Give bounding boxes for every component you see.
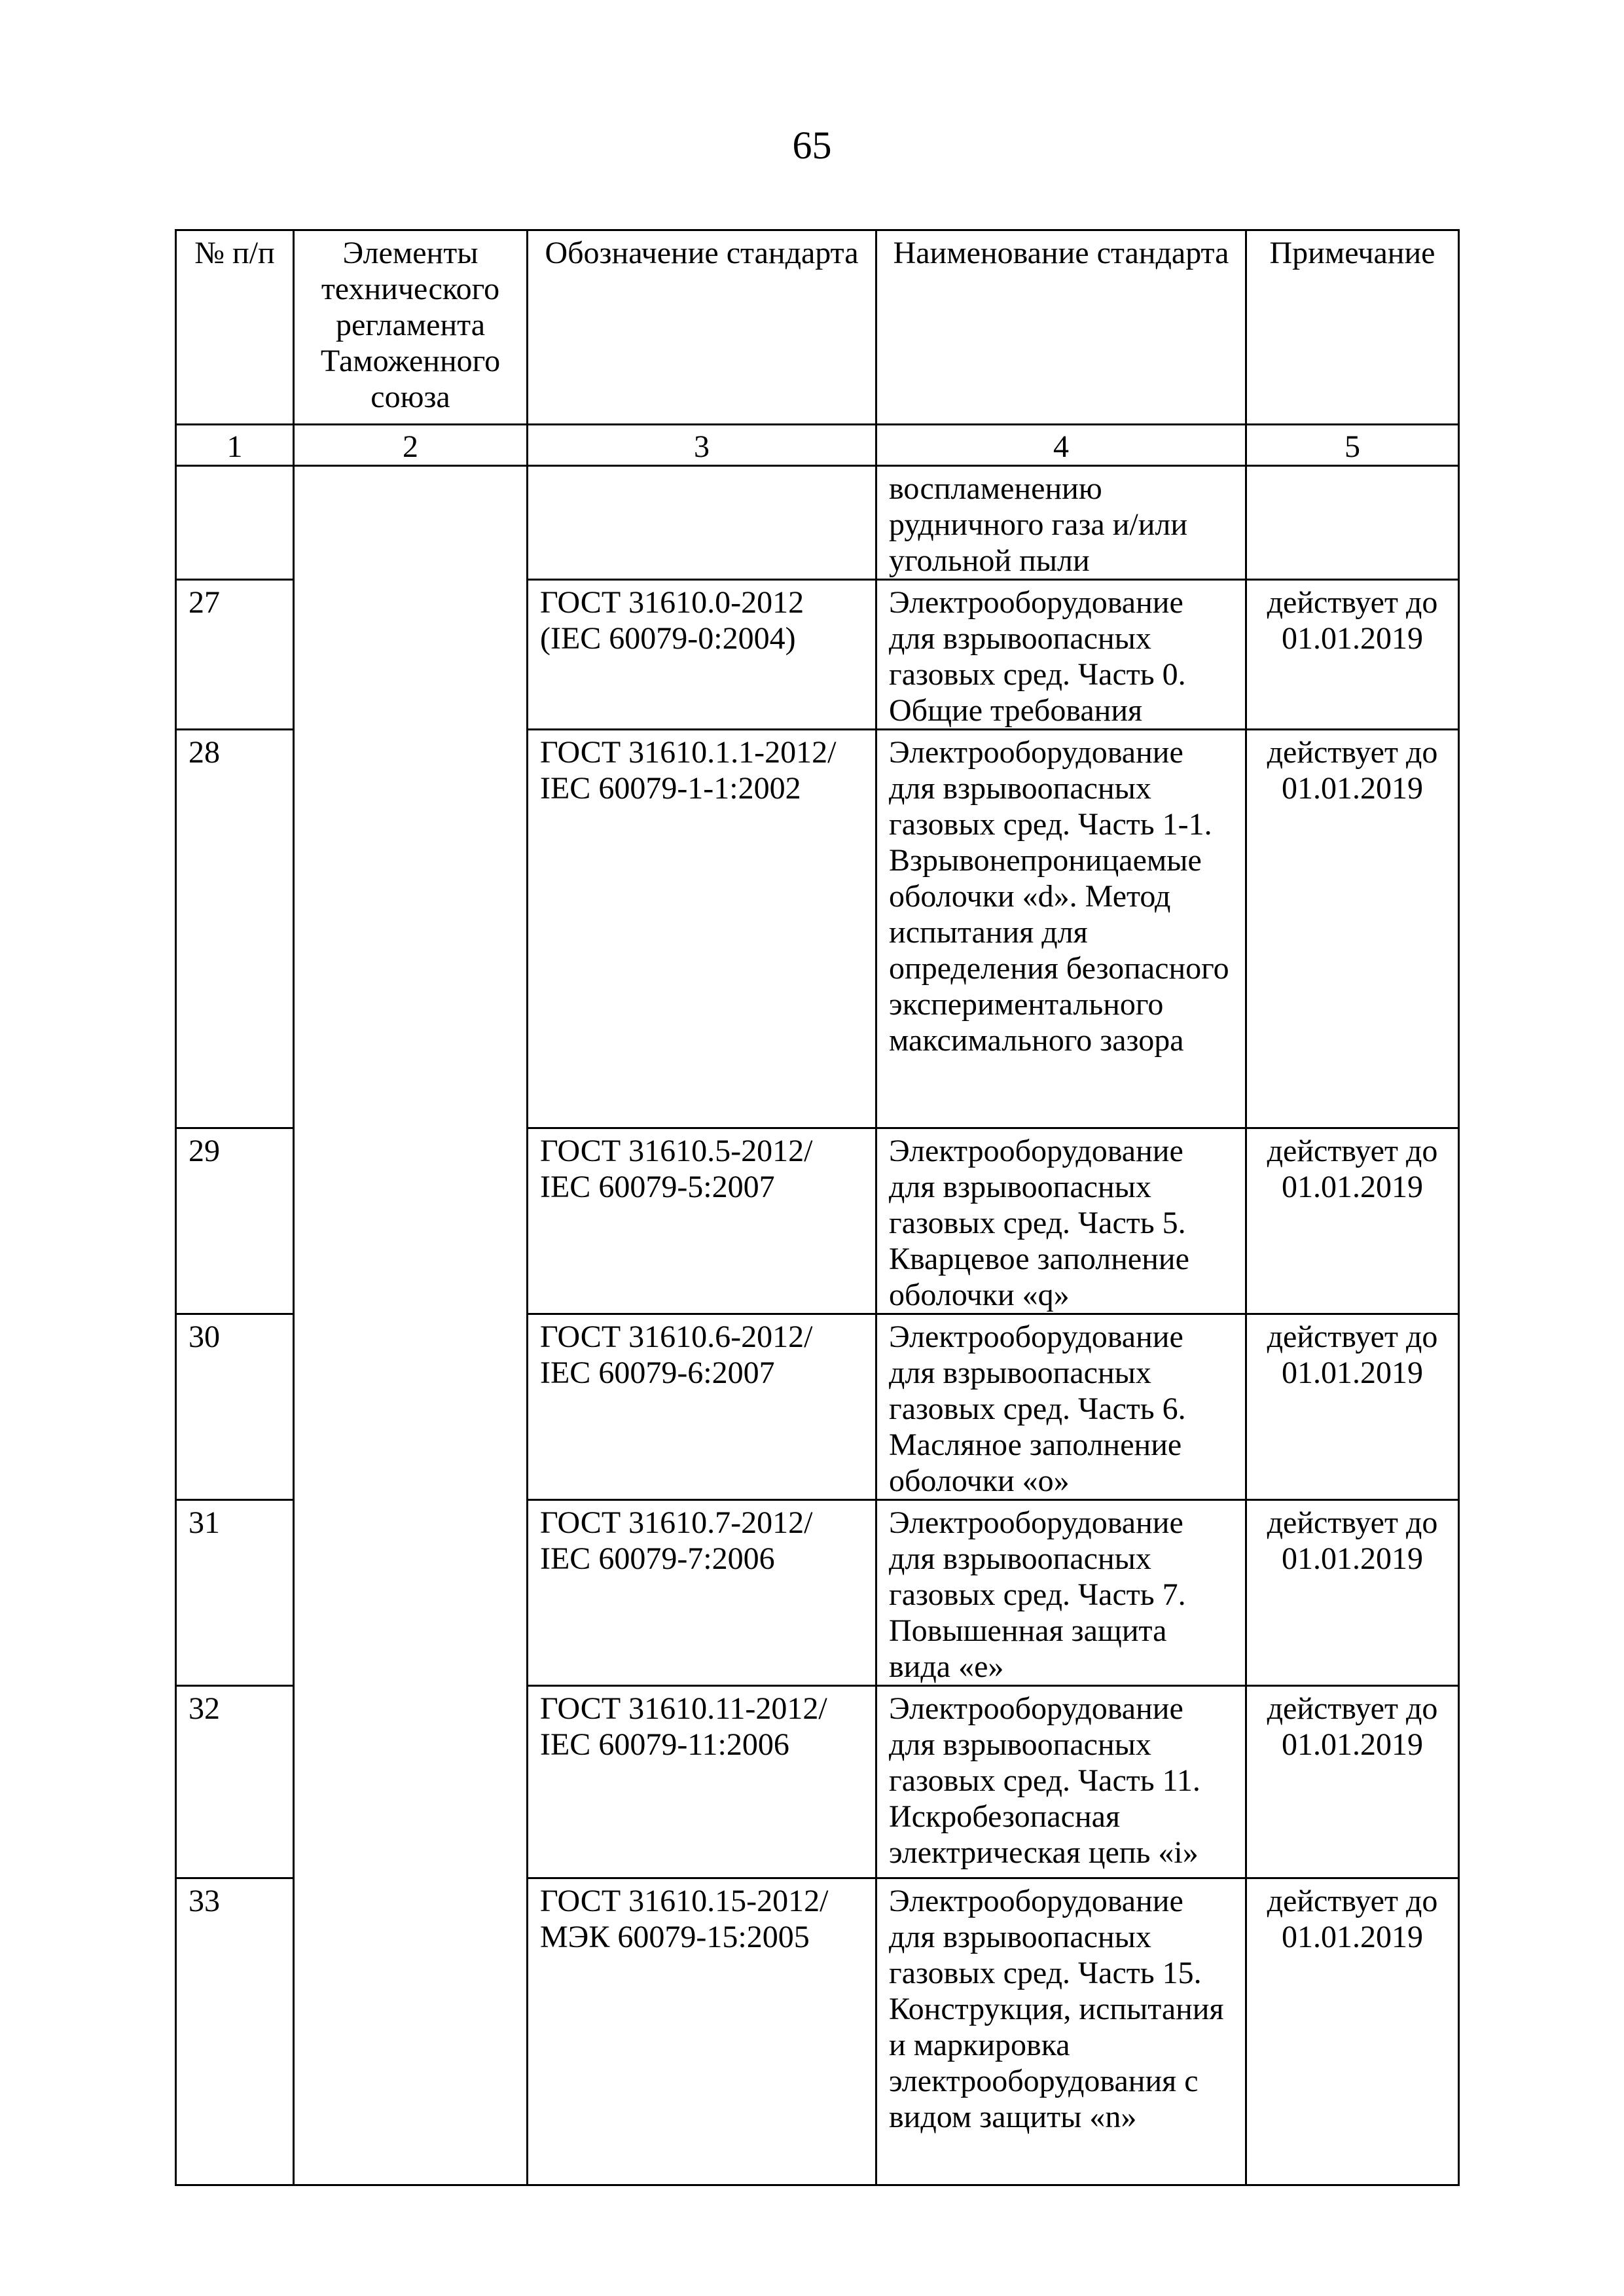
- row-note: действует до 01.01.2019: [1246, 1686, 1459, 1878]
- row-elements-cell: [294, 466, 528, 2185]
- row-name: Электрооборудование для взрывоопасных газовых сред. Часть 6. Масляное заполнение оболочки «о»: [876, 1314, 1246, 1500]
- row-num: 31: [176, 1500, 294, 1686]
- column-number: 1: [176, 425, 294, 466]
- header-elements: Элементы технического регламента Таможенного союза: [294, 230, 528, 425]
- row-designation: ГОСТ 31610.0-2012 (IEC 60079-0:2004): [528, 580, 876, 730]
- row-name: Электрооборудование для взрывоопасных газовых сред. Часть 7. Повышенная защита вида «е»: [876, 1500, 1246, 1686]
- row-name: Электрооборудование для взрывоопасных газовых сред. Часть 1-1. Взрывонепроницаемые оболочки «d». Метод испытания для определения безопасного экспериментального максимального зазора: [876, 730, 1246, 1128]
- row-num: 32: [176, 1686, 294, 1878]
- row-designation-cell: [528, 466, 876, 580]
- row-designation: ГОСТ 31610.6-2012/ IEC 60079-6:2007: [528, 1314, 876, 1500]
- header-name: Наименование стандарта: [876, 230, 1246, 425]
- row-name: Электрооборудование для взрывоопасных газовых сред. Часть 11. Искробезопасная электрическая цепь «i»: [876, 1686, 1246, 1878]
- row-num: 29: [176, 1128, 294, 1314]
- row-note: действует до 01.01.2019: [1246, 1128, 1459, 1314]
- row-note: действует до 01.01.2019: [1246, 580, 1459, 730]
- column-number: 3: [528, 425, 876, 466]
- row-designation: ГОСТ 31610.1.1-2012/ IEC 60079-1-1:2002: [528, 730, 876, 1128]
- row-num: 33: [176, 1878, 294, 2185]
- row-designation: ГОСТ 31610.15-2012/ МЭК 60079-15:2005: [528, 1878, 876, 2185]
- row-note: действует до 01.01.2019: [1246, 1314, 1459, 1500]
- column-number: 2: [294, 425, 528, 466]
- row-name: Электрооборудование для взрывоопасных газовых сред. Часть 0. Общие требования: [876, 580, 1246, 730]
- table-header-row: [176, 230, 1459, 425]
- row-name-cell: воспламенению рудничного газа и/или угольной пыли: [876, 466, 1246, 580]
- row-designation: ГОСТ 31610.5-2012/ IEC 60079-5:2007: [528, 1128, 876, 1314]
- column-number: 4: [876, 425, 1246, 466]
- row-num: 28: [176, 730, 294, 1128]
- header-num: № п/п: [176, 230, 294, 425]
- row-note: действует до 01.01.2019: [1246, 1500, 1459, 1686]
- row-num: 27: [176, 580, 294, 730]
- standards-table: [175, 229, 1460, 2186]
- row-designation: ГОСТ 31610.11-2012/ IEC 60079-11:2006: [528, 1686, 876, 1878]
- row-note-cell: [1246, 466, 1459, 580]
- table-row-continuation: [176, 466, 1459, 580]
- row-note: действует до 01.01.2019: [1246, 1878, 1459, 2185]
- row-num: 30: [176, 1314, 294, 1500]
- row-num-cell: [176, 466, 294, 580]
- column-number-row: [176, 425, 1459, 466]
- header-note: Примечание: [1246, 230, 1459, 425]
- row-designation: ГОСТ 31610.7-2012/ IEC 60079-7:2006: [528, 1500, 876, 1686]
- column-number: 5: [1246, 425, 1459, 466]
- page-number: 65: [792, 124, 832, 167]
- row-name: Электрооборудование для взрывоопасных газовых сред. Часть 15. Конструкция, испытания и маркировка электрооборудования с видом защиты «n»: [876, 1878, 1246, 2185]
- header-designation: Обозначение стандарта: [528, 230, 876, 425]
- row-note: действует до 01.01.2019: [1246, 730, 1459, 1128]
- row-name: Электрооборудование для взрывоопасных газовых сред. Часть 5. Кварцевое заполнение оболочки «q»: [876, 1128, 1246, 1314]
